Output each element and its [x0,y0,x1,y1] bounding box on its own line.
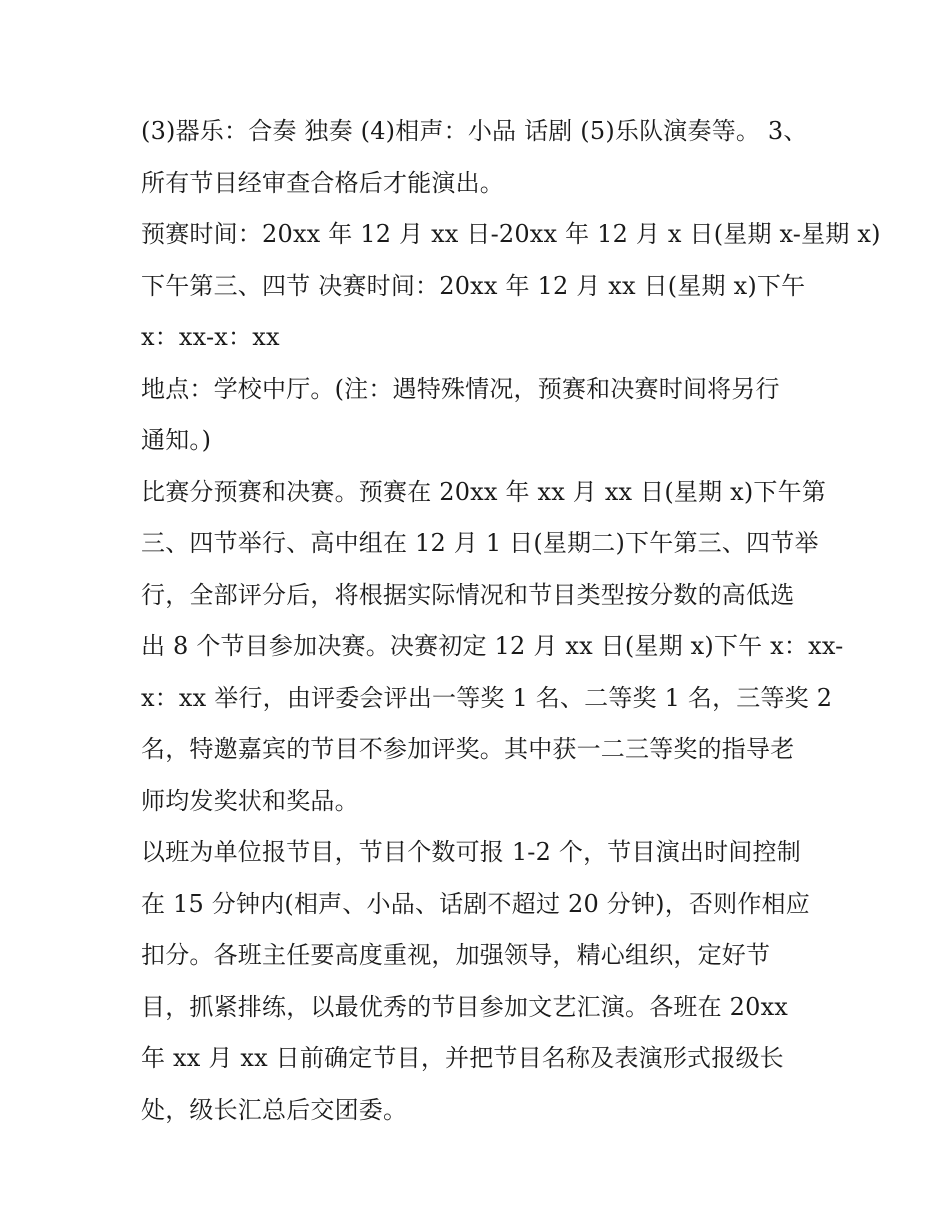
document-body [141,106,881,1136]
text-line-19: 年 xx 月 xx 日前确定节目，并把节目名称及表演形式报级长 [141,1044,784,1072]
text-line-9: 三、四节举行、高中组在 12 月 1 日(星期二)下午第三、四节举 [141,529,819,557]
text-line-18: 目，抓紧排练，以最优秀的节目参加文艺汇演。各班在 20xx [141,992,789,1021]
text-line-8: 比赛分预赛和决赛。预赛在 20xx 年 xx 月 xx 日(星期 x)下午第 [141,477,827,506]
text-line-14: 师均发奖状和奖品。 [141,786,359,815]
text-line-7: 通知。) [141,426,212,454]
text-line-17: 扣分。各班主任要高度重视，加强领导，精心组织，定好节 [141,941,771,969]
text-line-4: 下午第三、四节 决赛时间：20xx 年 12 月 xx 日(星期 x)下午 [141,271,806,300]
text-line-1: (3)器乐：合奏 独奏 (4)相声：小品 话剧 (5)乐队演奏等。 3、 [141,117,808,145]
text-line-2: 所有节目经审查合格后才能演出。 [141,168,504,197]
text-line-13: 名，特邀嘉宾的节目不参加评奖。其中获一二三等奖的指导老 [141,735,795,763]
text-line-12: x：xx 举行，由评委会评出一等奖 1 名、二等奖 1 名，三等奖 2 [141,683,833,712]
text-line-11: 出 8 个节目参加决赛。决赛初定 12 月 xx 日(星期 x)下午 x：xx- [141,632,844,660]
text-line-20: 处，级长汇总后交团委。 [141,1095,408,1124]
text-line-15: 以班为单位报节目，节目个数可报 1-2 个，节目演出时间控制 [141,838,801,866]
text-line-6: 地点：学校中厅。(注：遇特殊情况，预赛和决赛时间将另行 [141,374,780,403]
text-line-16: 在 15 分钟内(相声、小品、话剧不超过 20 分钟)，否则作相应 [141,889,810,918]
text-line-3: 预赛时间：20xx 年 12 月 xx 日-20xx 年 12 月 x 日(星期 x-星期 x) [141,220,881,248]
text-line-10: 行，全部评分后，将根据实际情况和节目类型按分数的高低选 [141,580,795,609]
text-line-5: x：xx-x：xx [141,323,280,351]
